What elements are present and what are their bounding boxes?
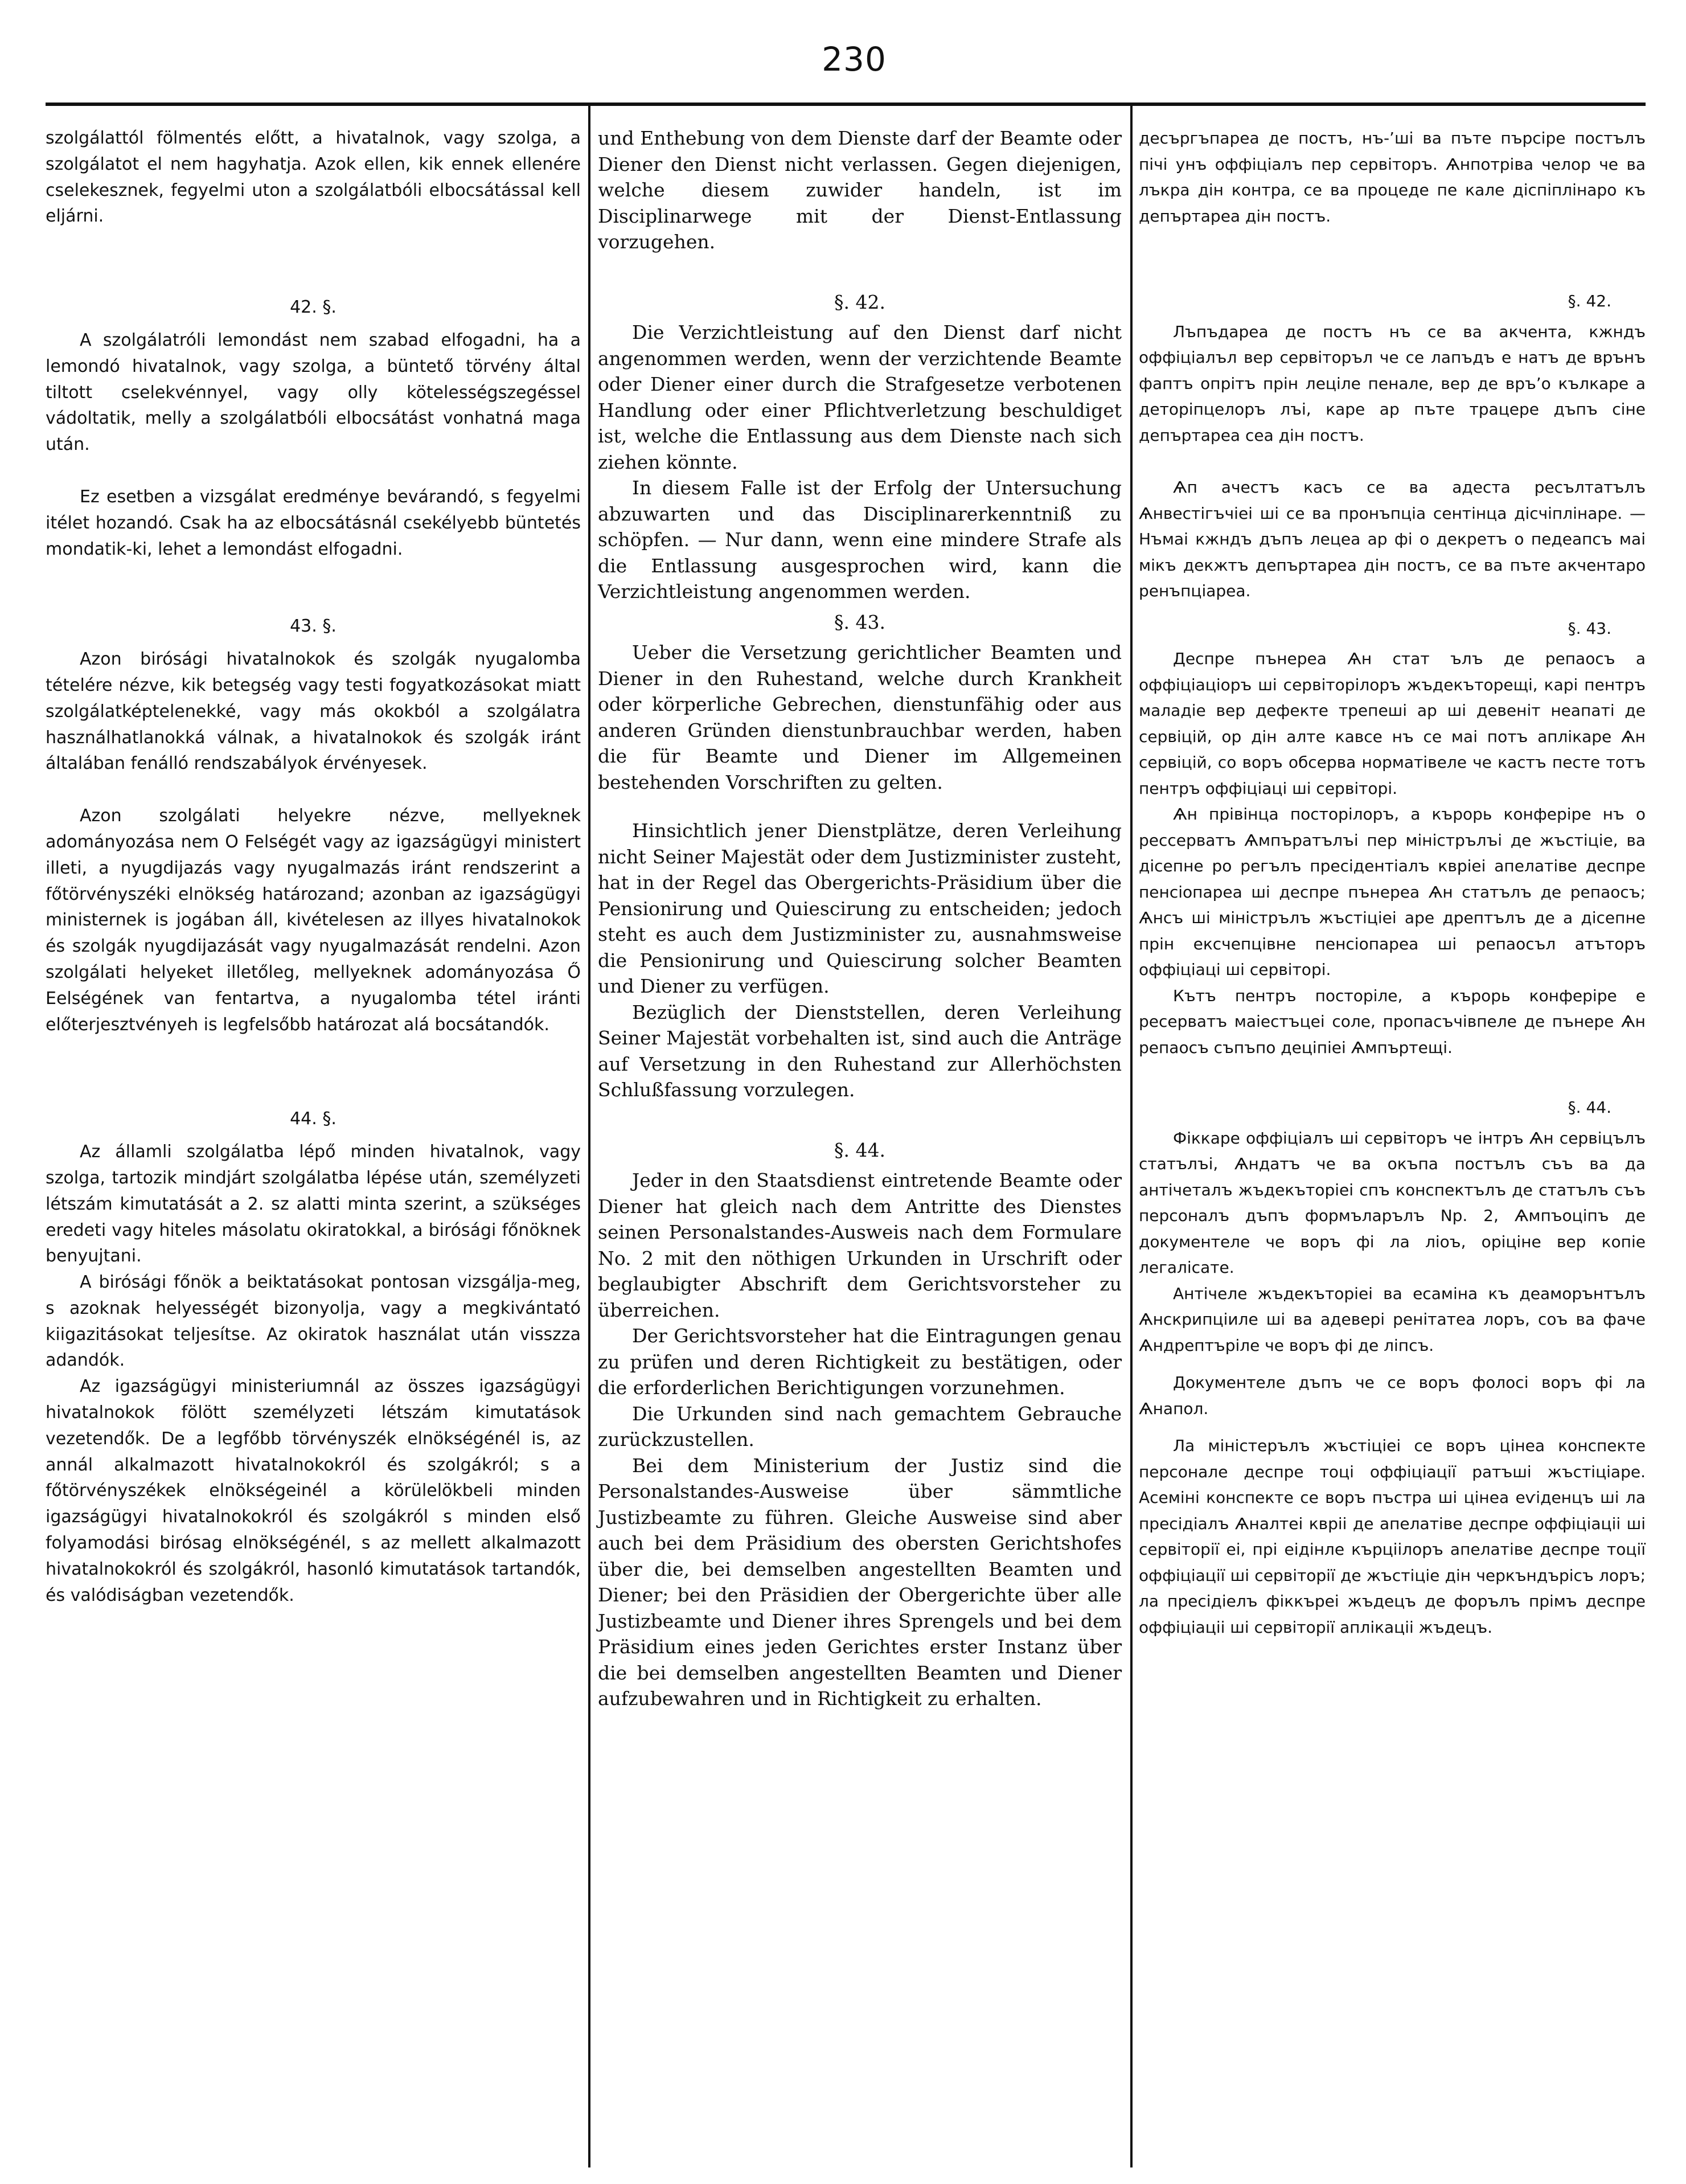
hu-section-44-paragraph-1: Az államli szolgálatba lépő minden hivatalnok, vagy szolga, tartozik mindjárt szolgálatba lépése után, személyzeti létszám kimutatását a 2. sz alatti minta szerint, a szükséges eredeti vagy hiteles másolatu okiratokkal, a birósági főnöknek benyujtani. [46, 1142, 581, 1267]
column-divider-right [1130, 106, 1133, 2167]
de-section-44-paragraph-1: Jeder in den Staatsdienst eintretende Beamte oder Diener hat gleich nach dem Antritte des Dienstes seinen Personalstandes-Ausweis nach dem Formulare No. 2 mit den nöthigen Urkunden in Urschrift oder beglaubigter Abschrift dem Gerichtsvorsteher zu überreichen. [598, 1169, 1122, 1321]
de-section-43-paragraph-1: Ueber die Versetzung gerichtlicher Beamten und Diener in den Ruhestand, welche durch Krankheit oder körperliche Gebrechen, dienstunfähig oder aus anderen Gründen dienstunbrauchbar werden, haben die für Beamte und Diener im Allgemeinen bestehenden Vorschriften zu gelten. [598, 641, 1122, 793]
romanian-column [1139, 125, 1646, 1640]
page-number: 230 [822, 40, 887, 79]
ro-intro-paragraph: десъргъпареа де постъ, нъ-’ші ва пъте пърсіре постълъ пічі унъ оффіціалъ пер сервіторъ. Ѧнпотріва челор че ва лъкра дін контра, се ва процеде пе кале діспіплінаро къ депъртареа дін постъ. [1139, 129, 1646, 226]
de-section-43-paragraph-2: Hinsichtlich jener Dienstplätze, deren Verleihung nicht Seiner Majestät oder dem Justizminister zusteht, hat in der Regel das Obergerichts-Präsidium über die Pensionirung und Quiescirung zu entscheiden; jedoch steht es auch dem Justizminister zu, ausnahmsweise die Pensionirung und Quiescirung solcher Beamten und Diener zu verfügen. [598, 819, 1122, 997]
ro-section-42-paragraph-1: Лъпъдареа де постъ нъ се ва акчента, кжндъ оффіціалъл вер сервіторъл че се лапъдъ е натъ де врънъ фаптъ опрітъ прін леціле пенале, вер де връ’о кълкаре а деторіпцелоръ лъі, каре ар пъте трацере дъпъ сіне депъртареа сеа дін постъ. [1139, 322, 1646, 445]
ro-section-44-paragraph-3: Документеле дъпъ че се воръ фолосі воръ фі ла Ѧнапол. [1139, 1373, 1646, 1418]
de-section-42-paragraph-1: Die Verzichtleistung auf den Dienst darf nicht angenommen werden, wenn der verzichtende Beamte oder Diener einer durch die Strafgesetze verbotenen Handlung oder einer Pflichtverletzung beschuldiget ist, welche die Entlassung aus dem Dienste nach sich ziehen könnte. [598, 321, 1122, 473]
de-section-44-paragraph-4: Bei dem Ministerium der Justiz sind die Personalstandes-Ausweise über sämmtliche Justizbeamte zu führen. Gleiche Ausweise sind aber auch bei dem Präsidium des obersten Gerichtshofes über die, bei demselben angestellten Beamten und Diener; bei den Präsidien der Obergerichte über alle Justizbeamte und Diener ihres Sprengels und bei dem Präsidium eines jeden Gerichtes erster Instanz über die bei demselben angestellten Beamten und Diener aufzubewahren und in Richtigkeit zu erhalten. [598, 1454, 1122, 1710]
de-section-44-paragraph-2: Der Gerichtsvorsteher hat die Eintragungen genau zu prüfen und deren Richtigkeit zu bestätigen, oder die erforderlichen Berichtigungen vorzunehmen. [598, 1325, 1122, 1399]
de-section-42-heading: §. 42. [834, 290, 885, 313]
hu-section-44-paragraph-3: Az igazságügyi ministeriumnál az összes igazságügyi hivatalnokok fölött személyzeti létszám kimutatások vezetendők. De a legfőbb törvényszék elnökségénél is, az annál alkalmazott hivatalnokokról és szolgákról; s a főtörvényszékek elnökségeinél a körülelökbeli minden igazságügyi hivatalnokokról és szolgákról s minden első folyamodási birósag elnökségénél, s az mellett alkalmazott hivatalnokokról és szolgákról, hasonló kimutatások tartandók, és valódiságban vezetendők. [46, 1376, 581, 1605]
hu-section-44-heading: 44. §. [290, 1109, 337, 1129]
hu-section-42-paragraph-1: A szolgálatróli lemondást nem szabad elfogadni, ha a lemondó hivatalnok, vagy szolga, a büntető törvény által tiltott cselekvénnyel, vagy olly kötelességszegéssel vádoltatik, melly a szolgálatbóli elbocsátást vonhatná maga után. [46, 330, 581, 455]
ro-section-44-heading: §. 44. [1568, 1098, 1611, 1117]
de-intro-paragraph: und Enthebung von dem Dienste darf der Beamte oder Diener den Dienst nicht verlassen. Gegen diejenigen, welche diesem zuwider handeln, ist im Disciplinarwege mit der Dienst-Entlassung vorzugehen. [598, 127, 1122, 253]
hu-section-42-paragraph-2: Ez esetben a vizsgálat eredménye bevárandó, s fegyelmi itélet hozandó. Csak ha az elbocsátásnál csekélyebb büntetés mondatik-ki, lehet a lemondást elfogadni. [46, 486, 581, 559]
ro-section-43-paragraph-1: Деспре пънереа Ѧн стат ълъ де репаосъ а оффіціаціоръ ші сервіторілоръ жъдекъторещі, карі пентръ маладіе вер дефекте трепеші ар ші девеніт неапаті де сервіцій, ор дін алте кавсе нъ се маі потъ аплікаре Ѧн сервіцій, со воръ обсерва норматівеле че кастъ песте тотъ пентръ оффіціаці ші сервіторі. [1139, 649, 1646, 798]
de-section-44-paragraph-3: Die Urkunden sind nach gemachtem Gebrauche zurückzustellen. [598, 1402, 1122, 1450]
ro-section-44-paragraph-4: Ла міністерълъ жъстіціеі се воръ цінеа конспекте персонале деспре тоці оффіціації ратъші жъстіціаре. Асеміні конспекте се воръ пъстра ші цінеа еѵіденцъ ші ла пресідіалъ Ѧналтеі квріі де апелатіве деспре оффіціаціі ші сервіторії еі, прі еідінле кърціілоръ апелатіве деспре тоції оффіціації ші сервіторії де жъстіціе дін черкъндърісъ лоръ; ла пресідіелъ фіккъреі жъдецъ де форълъ прімъ деспре оффіціаціі ші сервіторії аплікаціі жъдецъ. [1139, 1436, 1646, 1637]
hu-section-43-heading: 43. §. [290, 616, 337, 637]
hu-section-43-paragraph-1: Azon birósági hivatalnokok és szolgák nyugalomba tételére nézve, kik betegség vagy testi fogyatkozásokat miatt szolgálatképtelenekké, vagy más okokból a szolgálatra használhatlanokká válnak, a hivatalnokok és szolgák iránt általában fenálló rendszabályok érvényesek. [46, 649, 581, 774]
ro-section-43-paragraph-3: Кътъ пентръ посторіле, а кърорь конферіре е ресерватъ маіестъцеі соле, пропасъчівпеле де пънере Ѧн репаосъ съпъпо деціпіеі Ѧмпъртещі. [1139, 986, 1646, 1057]
ro-section-44-paragraph-2: Антічеле жъдекъторіеі ва есаміна къ деаморънтълъ Ѧнскрипціиле ші ва адевері ренітатеа лоръ, соъ ва фаче Ѧндрептъріле че воръ фі де ліпсъ. [1139, 1284, 1646, 1355]
hu-section-42-heading: 42. §. [290, 297, 337, 318]
hu-intro-paragraph: szolgálattól fölmentés előtt, a hivatalnok, vagy szolga, a szolgálatot el nem hagyhatja. Azok ellen, kik ennek ellenére cselekesznek, fegyelmi uton a szolgálatbóli elbocsátással kell eljárni. [46, 128, 581, 227]
hu-section-43-paragraph-2: Azon szolgálati helyekre nézve, mellyeknek adományozása nem O Felségét vagy az igazságügyi ministert illeti, a nyugdijazás vagy nyugalmazás iránt rendszerint a főtörvényszéki elnökség határozand; azonban az igazságügyi ministernek is jogában áll, kivételesen az illyes hivatalnokok és szolgák nyugdijazását vagy nyugalmazását rendelni. Azon szolgálati helyeket illetőleg, mellyeknek adományozása Ő Eelségének van fentartva, a nyugalomba tétel iránti előterjesztvényeh is legfelsőbb határozat alá bocsátandók. [46, 806, 581, 1035]
german-column [598, 125, 1122, 1712]
de-section-42-paragraph-2: In diesem Falle ist der Erfolg der Untersuchung abzuwarten und das Disciplinarerkenntniß zu schöpfen. — Nur dann, wenn eine mindere Strafe als die Entlassung ausgesprochen wird, kann die Verzichtleistung angenommen werden. [598, 477, 1122, 603]
header-rule [46, 103, 1646, 106]
de-section-43-paragraph-3: Bezüglich der Dienststellen, deren Verleihung Seiner Majestät vorbehalten ist, sind auch die Anträge auf Versetzung in den Ruhestand zur Allerhöchsten Schlußfassung vorzulegen. [598, 1001, 1122, 1101]
de-section-44-heading: §. 44. [834, 1138, 885, 1161]
hungarian-column [46, 125, 581, 1608]
column-divider-left [588, 106, 590, 2167]
de-section-43-heading: §. 43. [834, 610, 885, 633]
ro-section-43-heading: §. 43. [1568, 618, 1611, 638]
ro-section-42-paragraph-2: Ѧп ачестъ касъ се ва адеста ресълтатълъ Ѧнвестігъчіеі ші се ва пронъпціа сентінца дісчіплінаре. — Нъмаі кжндъ дъпъ лецеа ар фі о декретъ о педеапсъ маі мікъ декжтъ депъртареа дін постъ, се ва пъте акчентаро ренъпціареа. [1139, 478, 1646, 600]
ro-section-42-heading: §. 42. [1568, 292, 1611, 310]
ro-section-44-paragraph-1: Фіккаре оффіціалъ ші сервіторъ че інтръ Ѧн сервіцълъ статълъі, Ѧндатъ че ва окъпа постълъ съъ ва да антічеталъ жъдекъторіеі спъ конспектълъ де статълъ съъ персоналъ дъпъ формъларълъ Nр. 2, Ѧмпъоціпъ де документеле че воръ фі ла ліоъ, оріціне вер копіе легалісате. [1139, 1128, 1646, 1277]
hu-section-44-paragraph-2: A birósági főnök a beiktatásokat pontosan vizsgálja-meg, s azoknak helyességét bizonyolja, vagy a megkivántató kiigazitásokat teljesítse. Az okiratok használat után visszza adandók. [46, 1272, 581, 1371]
ro-section-43-paragraph-2: Ѧн прівінца посторілоръ, а кърорь конферіре нъ о рессерватъ Ѧмпъратълъі пер міністрълъі де жъстіціе, ва дісепне ро регълъ пресідентіалъ квріеі апелатіве деспре пенсіопареа ші деспре пънереа Ѧн статълъ де репаосъ; Ѧнсъ ші міністрълъ жъстіціеі аре дрептълъ де а дісепне прін ексчепцівне пенсіопареа ші репаосъл атъторъ оффіціаці ші сервіторі. [1139, 805, 1646, 979]
